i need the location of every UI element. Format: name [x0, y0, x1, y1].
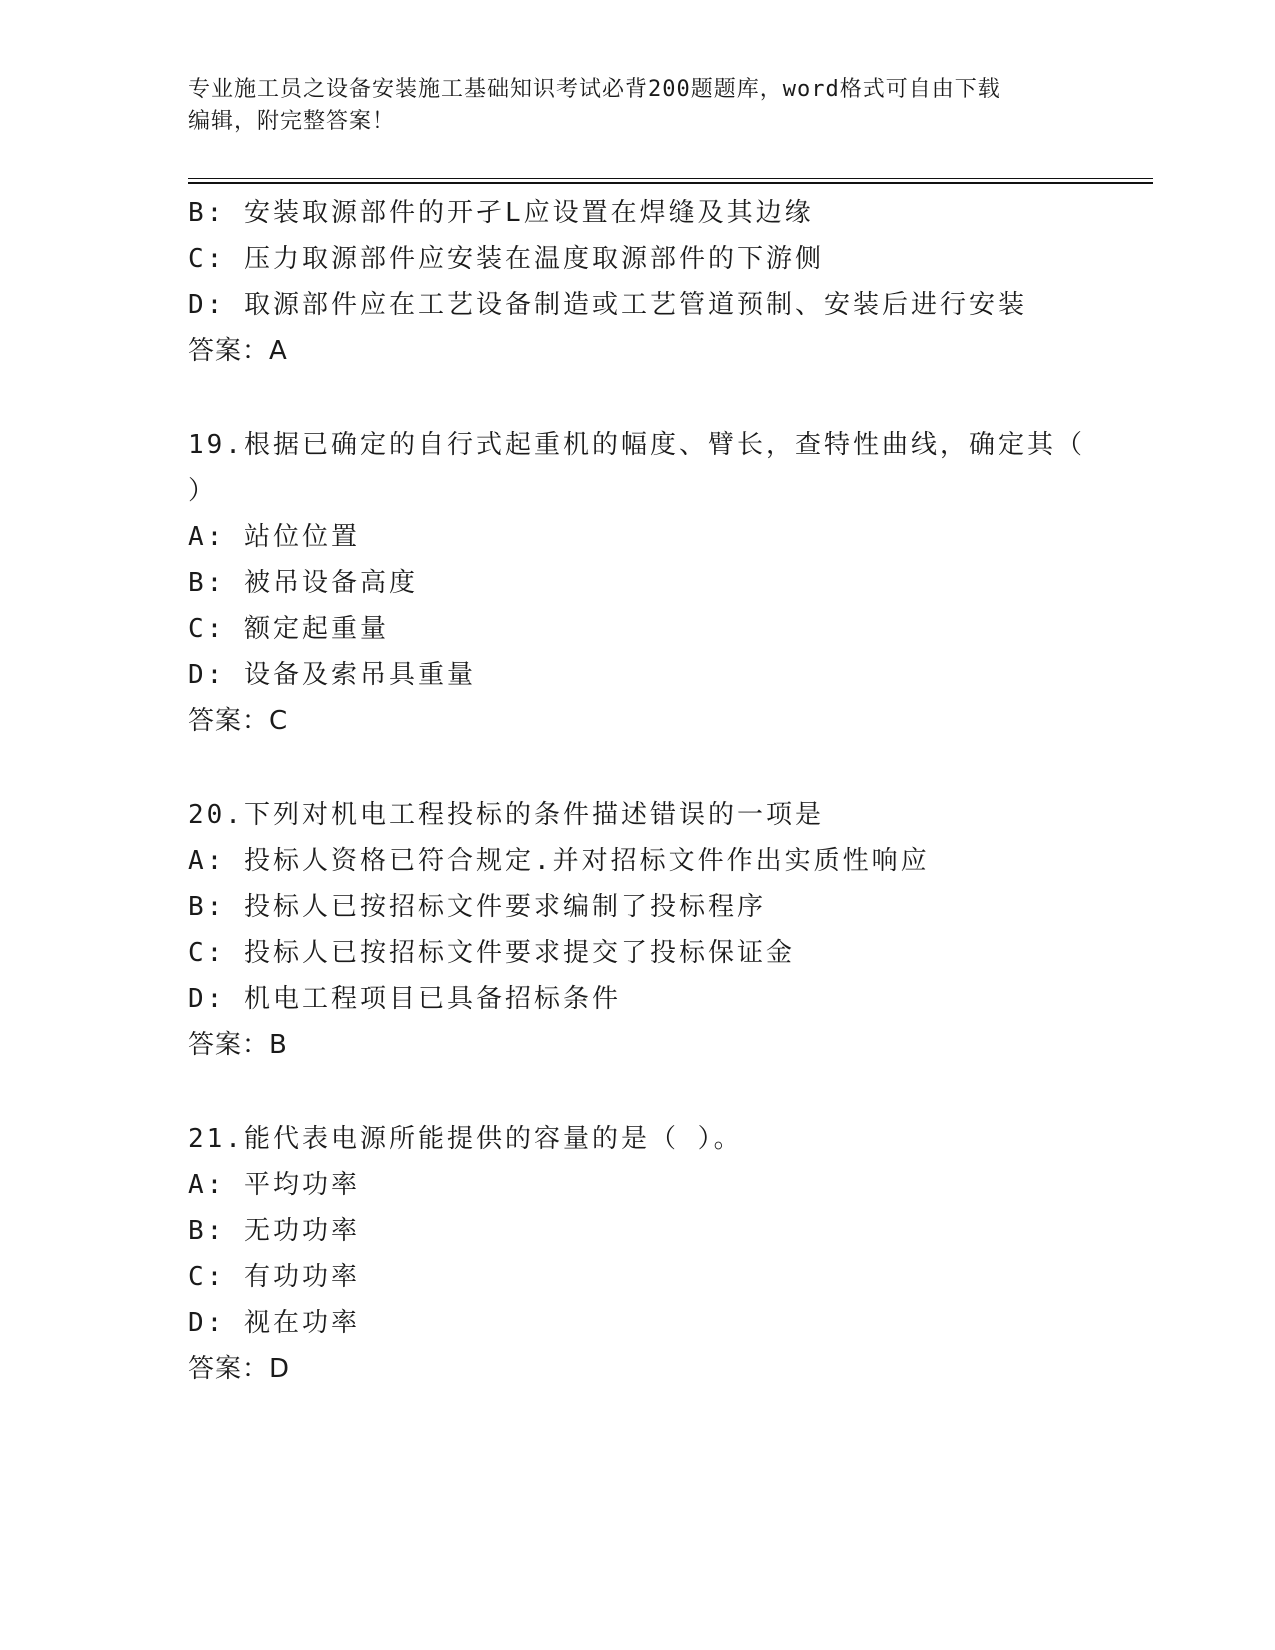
option-b: B: 被吊设备高度: [188, 568, 418, 598]
question-stem-continued: ）: [188, 476, 218, 506]
spacer: [188, 744, 1088, 792]
option-c: C: 投标人已按招标文件要求提交了投标保证金: [188, 938, 795, 968]
question-stem: 19.根据已确定的自行式起重机的幅度、臂长，查特性曲线，确定其（: [188, 430, 1085, 460]
question-21: [188, 1116, 1088, 1392]
header-rule-thick: [188, 182, 1153, 184]
option-c: C: 压力取源部件应安装在温度取源部件的下游侧: [188, 244, 824, 274]
option-b: B: 安装取源部件的开孑L应设置在焊缝及其边缘: [188, 198, 814, 228]
answer-line: 答案：A: [188, 336, 288, 366]
option-b: B: 无功功率: [188, 1216, 360, 1246]
option-b: B: 投标人已按招标文件要求编制了投标程序: [188, 892, 766, 922]
header-rule-thin: [188, 178, 1153, 179]
option-d: D: 设备及索吊具重量: [188, 660, 476, 690]
option-a: A: 站位位置: [188, 522, 360, 552]
header-line-2: 编辑，附完整答案！: [188, 109, 396, 134]
answer-line: 答案：D: [188, 1354, 291, 1384]
spacer: [188, 374, 1088, 422]
document-body: [188, 190, 1088, 1392]
answer-line: 答案：B: [188, 1030, 288, 1060]
option-d: D: 机电工程项目已具备招标条件: [188, 984, 621, 1014]
option-a: A: 平均功率: [188, 1170, 360, 1200]
header-line-1: 专业施工员之设备安装施工基础知识考试必背200题题库，word格式可自由下载: [188, 77, 1001, 102]
spacer: [188, 1068, 1088, 1116]
option-c: C: 额定起重量: [188, 614, 389, 644]
question-18: [188, 190, 1088, 374]
option-a: A: 投标人资格已符合规定.并对招标文件作出实质性响应: [188, 846, 930, 876]
option-d: D: 视在功率: [188, 1308, 360, 1338]
page-header: [188, 74, 1088, 138]
question-20: [188, 792, 1088, 1068]
option-c: C: 有功功率: [188, 1262, 360, 1292]
option-d: D: 取源部件应在工艺设备制造或工艺管道预制、安装后进行安装: [188, 290, 1027, 320]
question-stem: 20.下列对机电工程投标的条件描述错误的一项是: [188, 800, 824, 830]
question-19: [188, 422, 1088, 744]
answer-line: 答案：C: [188, 706, 289, 736]
question-stem: 21.能代表电源所能提供的容量的是（ ）。: [188, 1124, 743, 1154]
